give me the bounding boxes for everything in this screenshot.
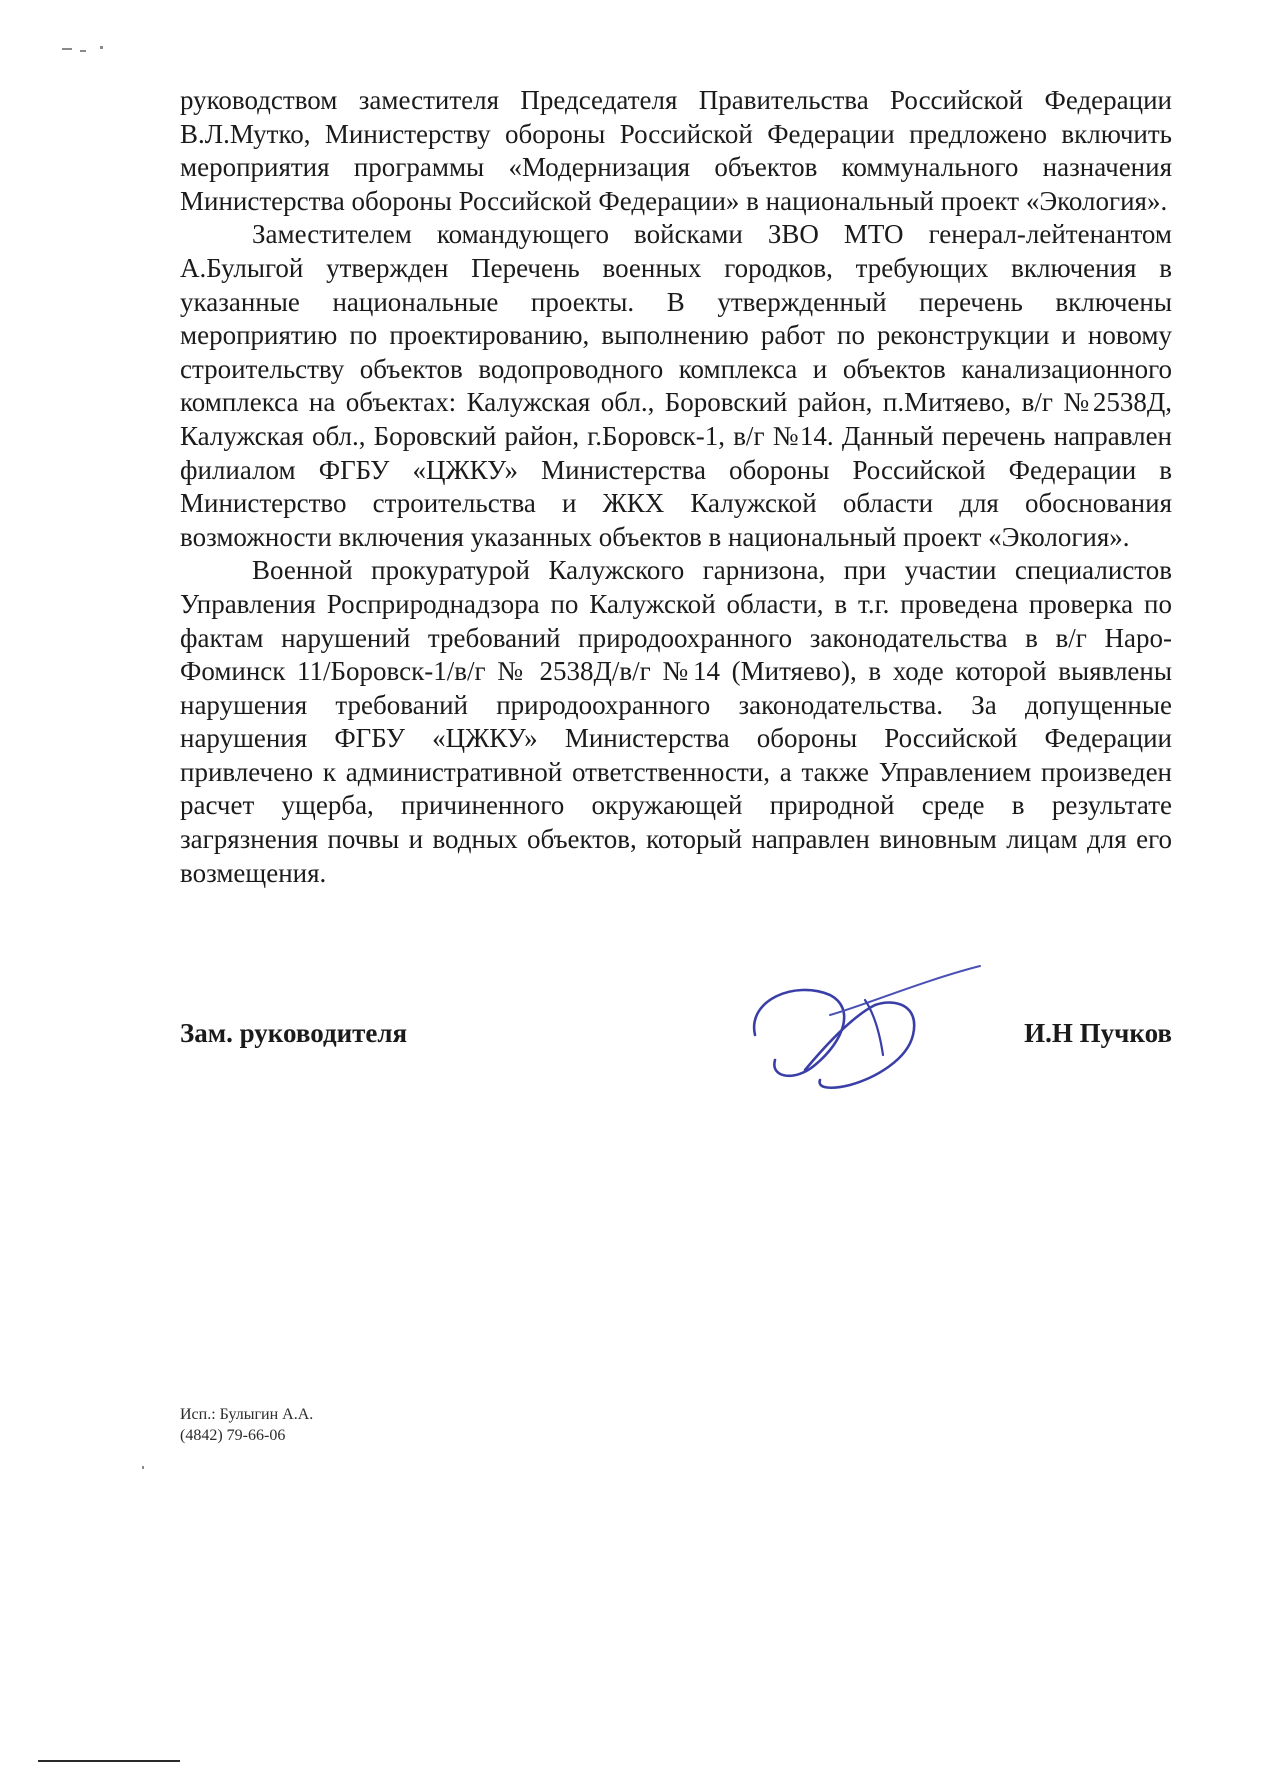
handwritten-signature xyxy=(735,960,1005,1120)
footer-rule xyxy=(38,1760,180,1762)
signatory-name: И.Н Пучков xyxy=(1024,1018,1172,1048)
executor-info xyxy=(180,1404,313,1446)
scan-speck xyxy=(100,46,103,49)
scan-speck xyxy=(80,50,86,52)
paragraph-prosecutor-inspection: Военной прокуратурой Калужского гарнизона, при участии специалистов Управления Росприроднадзора по Калужской области, в т.г. проведена проверка по фактам нарушений требований природоохранного законодательства в в/г Наро-Фоминск 11/Боровск-1/в/г № 2538Д/в/г №14 (Митяево), в ходе которой выявлены нарушения требований природоохранного законодательства. За допущенные нарушения ФГБУ «ЦЖКУ» Министерства обороны Российской Федерации привлечено к административной ответственности, а также Управлением произведен расчет ущерба, причиненного окружающей природной среде в результате загрязнения почвы и водных объектов, который направлен виновным лицам для его возмещения. xyxy=(180,555,1172,888)
executor-name: Исп.: Булыгин А.А. xyxy=(180,1406,314,1423)
paragraph-continuation: руководством заместителя Председателя Правительства Российской Федерации В.Л.Мутко, Министерству обороны Российской Федерации предложено включить мероприятия программы «Модернизация объектов коммунального назначения Министерства обороны Российской Федерации» в национальный проект «Экология». xyxy=(180,85,1172,216)
signatory-role: Зам. руководителя xyxy=(180,1018,408,1048)
letter-body xyxy=(180,84,1172,890)
scan-speck xyxy=(142,1466,144,1469)
executor-phone: (4842) 79-66-06 xyxy=(180,1427,286,1444)
scan-speck xyxy=(62,48,72,50)
paragraph-military-towns-list: Заместителем командующего войсками ЗВО МТО генерал-лейтенантом А.Булыгой утвержден Перечень военных городков, требующих включения в указанные национальные проекты. В утвержденный перечень включены мероприятию по проектированию, выполнению работ по реконструкции и новому строительству объектов водопроводного комплекса и объектов канализационного комплекса на объектах: Калужская обл., Боровский район, п.Митяево, в/г №2538Д, Калужская обл., Боровский район, г.Боровск-1, в/г №14. Данный перечень направлен филиалом ФГБУ «ЦЖКУ» Министерства обороны Российской Федерации в Министерство строительства и ЖКХ Калужской области для обоснования возможности включения указанных объектов в национальный проект «Экология». xyxy=(180,219,1172,552)
